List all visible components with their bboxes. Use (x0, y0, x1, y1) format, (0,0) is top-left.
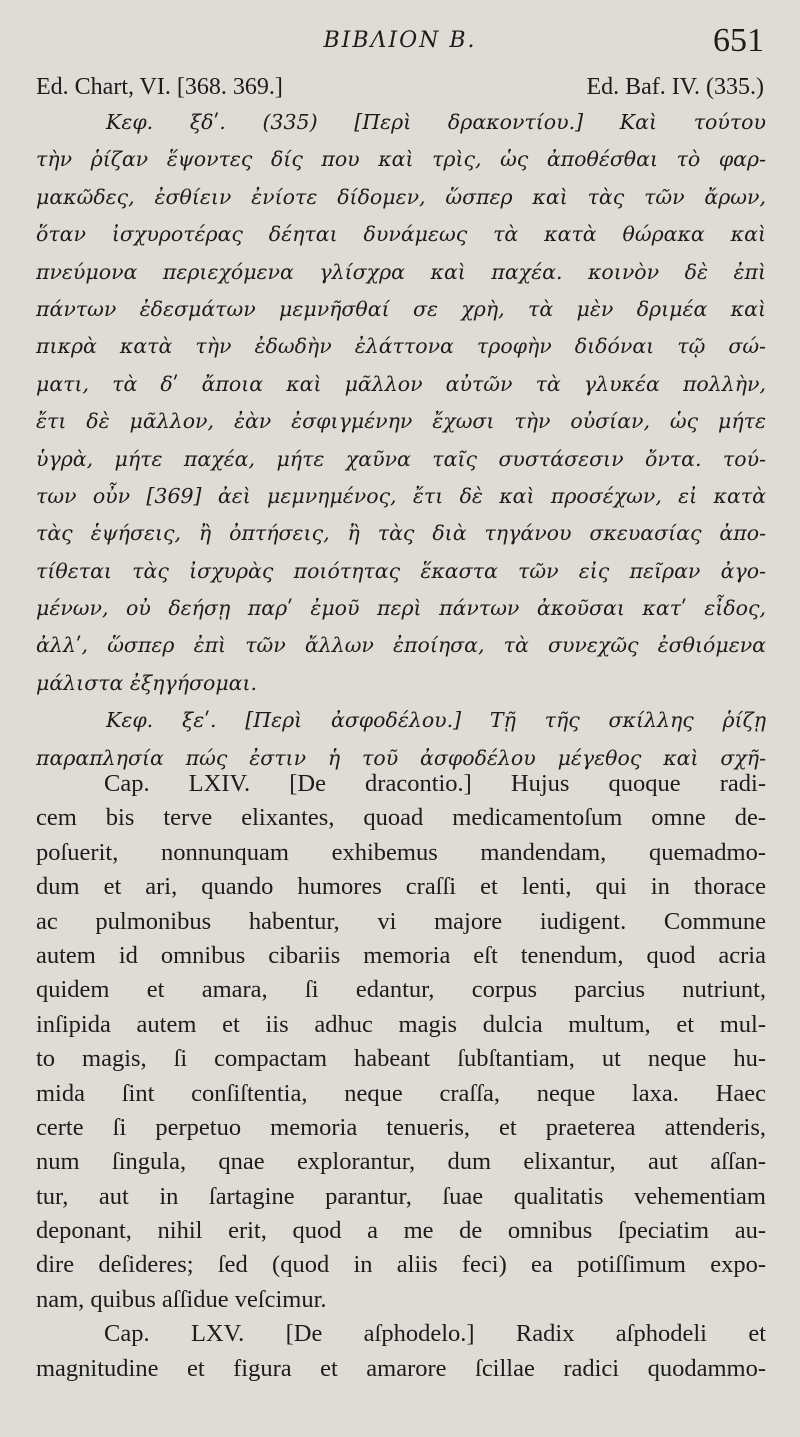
greek-line: ὅταν ἰσχυροτέρας δέηται δυνάμεως τὰ κατὰ θώρακα καὶ (36, 222, 766, 247)
greek-line: ἔτι δὲ μᾶλλον, ἐὰν ἐσφιγμένην ἔχωσι τὴν οὐσίαν, ὡς μήτε (36, 409, 766, 434)
latin-line: deponant, nihil erit, quod a me de omnibus ſpeciatim au- (36, 1217, 766, 1245)
latin-line: dum et ari, quando humores craſſi et lenti, qui in thorace (36, 873, 766, 901)
greek-line: τὴν ῥίζαν ἕψοντες δίς που καὶ τρὶς, ὡς ἀποθέσθαι τὸ φαρ- (36, 147, 766, 172)
greek-line: ματι, τὰ δʹ ἄποια καὶ μᾶλλον αὐτῶν τὰ γλυκέα πολλὴν, (36, 371, 766, 396)
latin-line: inſipida autem et iis adhuc magis dulcia multum, et mul- (36, 1010, 766, 1038)
latin-line: to magis, ſi compactam habeant ſubſtantiam, ut neque hu- (36, 1045, 766, 1073)
latin-line: ac pulmonibus habentur, vi majore iudigent. Commune (36, 907, 766, 935)
greek-chapter-heading-64: Κεφ. ξδʹ. (335) [Περὶ δρακοντίου.] Καὶ τούτου (106, 110, 766, 134)
latin-line: quidem et amara, ſi edantur, corpus parcius nutriunt, (36, 976, 766, 1004)
latin-line: magnitudine et figura et amarore ſcillae radici quodammo- (36, 1354, 766, 1382)
page-number: 651 (713, 22, 764, 59)
greek-line: των οὖν [369] ἀεὶ μεμνημένος, ἔτι δὲ καὶ προσέχων, εἰ κατὰ (36, 483, 766, 508)
greek-line: πνεύμονα περιεχόμενα γλίσχρα καὶ παχέα. κοινὸν δὲ ἐπὶ (36, 259, 766, 284)
latin-chapter-heading-65: Cap. LXV. [De aſphodelo.] Radix aſphodeli et (104, 1320, 766, 1348)
latin-line: nam, quibus aſſidue veſcimur. (36, 1285, 327, 1313)
latin-line: poſuerit, nonnunquam exhibemus mandendam, quemadmo- (36, 838, 766, 866)
latin-line: dire deſideres; ſed (quod in aliis feci) ea potiſſimum expo- (36, 1251, 766, 1279)
edition-reference-line (36, 74, 764, 106)
latin-chapter-heading-64: Cap. LXIV. [De dracontio.] Hujus quoque radi- (104, 770, 766, 797)
latin-text-column (36, 767, 766, 1386)
greek-line: ἀλλʹ, ὥσπερ ἐπὶ τῶν ἄλλων ἐποίησα, τὰ συνεχῶς ἐσθιόμενα (36, 633, 766, 658)
latin-line: tur, aut in ſartagine parantur, ſuae qualitatis vehementiam (36, 1182, 766, 1210)
greek-line: ὑγρὰ, μήτε παχέα, μήτε χαῦνα ταῖς συστάσεσιν ὄντα. τού- (36, 446, 766, 471)
greek-line: μάλιστα ἐξηγήσομαι. (36, 670, 258, 695)
greek-line: πικρὰ κατὰ τὴν ἐδωδὴν ἐλάττονα τροφὴν διδόναι τῷ σώ- (36, 334, 766, 359)
greek-line: μένων, οὐ δεήσῃ παρʹ ἐμοῦ περὶ πάντων ἀκοῦσαι κατʹ εἶδος, (36, 596, 766, 621)
greek-line: παραπλησία πώς ἐστιν ἡ τοῦ ἀσφοδέλου μέγεθος καὶ σχῆ- (36, 745, 766, 770)
greek-line: πάντων ἐδεσμάτων μεμνῆσθαί σε χρὴ, τὰ μὲν δριμέα καὶ (36, 296, 766, 321)
latin-line: cem bis terve elixantes, quoad medicamentoſum omne de- (36, 804, 766, 832)
latin-line: autem id omnibus cibariis memoria eſt tenendum, quod acria (36, 941, 766, 969)
greek-line: τίθεται τὰς ἰσχυρὰς ποιότητας ἕκαστα τῶν εἰς πεῖραν ἀγο- (36, 558, 766, 583)
latin-line: num ſingula, qnae explorantur, dum elixantur, aut aſſan- (36, 1148, 766, 1176)
running-title: ΒΙΒΛΙΟΝ Β. (323, 28, 477, 53)
greek-chapter-heading-65: Κεφ. ξεʹ. [Περὶ ἀσφοδέλου.] Τῇ τῆς σκίλλης ῥίζῃ (106, 708, 766, 733)
greek-line: τὰς ἑψήσεις, ἢ ὀπτήσεις, ἢ τὰς διὰ τηγάνου σκευασίας ἀπο- (36, 521, 766, 546)
latin-line: certe ſi perpetuo memoria tenueris, et praeterea attenderis, (36, 1113, 766, 1141)
edition-reference-basel: Ed. Baf. IV. (335.) (586, 74, 764, 100)
running-header (0, 22, 800, 62)
greek-line: μακῶδες, ἐσθίειν ἐνίοτε δίδομεν, ὥσπερ καὶ τὰς τῶν ἄρων, (36, 184, 766, 209)
edition-reference-chart: Ed. Chart, VI. [368. 369.] (36, 74, 283, 100)
latin-line: mida ſint conſiſtentia, neque craſſa, neque laxa. Haec (36, 1079, 766, 1107)
greek-text-column (36, 104, 766, 777)
